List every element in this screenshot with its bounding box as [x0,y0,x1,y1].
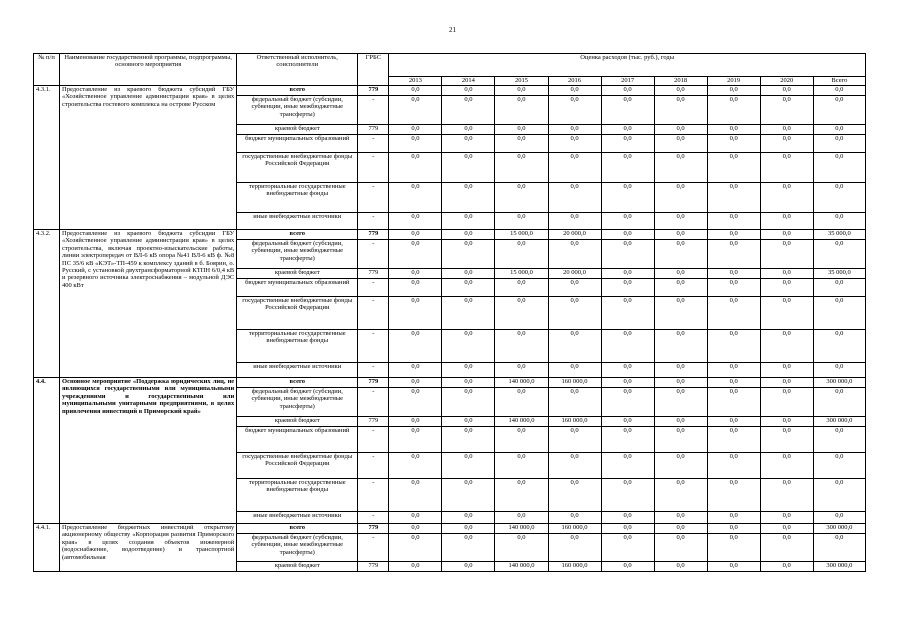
value-cell: 300 000,0 [813,524,865,534]
value-cell: 0,0 [548,96,601,125]
value-cell: 0,0 [813,86,865,96]
value-cell: 0,0 [495,388,548,417]
value-cell: 0,0 [654,453,707,479]
funding-source-cell: краевой бюджет [237,269,358,279]
grbs-cell: - [358,427,389,453]
value-cell: 0,0 [442,524,495,534]
value-cell: 140 000,0 [495,378,548,388]
value-cell: 0,0 [813,153,865,183]
value-cell: 0,0 [442,135,495,153]
value-cell: 0,0 [654,388,707,417]
value-cell: 0,0 [601,562,654,572]
value-cell: 0,0 [442,153,495,183]
page-number: 21 [449,26,456,34]
value-cell: 0,0 [707,453,760,479]
value-cell: 0,0 [548,213,601,230]
value-cell: 0,0 [813,240,865,269]
funding-source-cell: государственные внебюджетные фонды Российской Федерации [237,153,358,183]
value-cell: 0,0 [654,512,707,524]
funding-source-cell: бюджет муниципальных образований [237,427,358,453]
grbs-cell: - [358,363,389,378]
item-code-cell: 4.3.2. [34,230,60,378]
value-cell: 0,0 [442,427,495,453]
value-cell: 0,0 [601,534,654,562]
value-cell: 0,0 [548,279,601,297]
value-cell: 160 000,0 [548,417,601,427]
grbs-cell: 779 [358,378,389,388]
value-cell: 35 000,0 [813,269,865,279]
value-cell: 0,0 [389,562,442,572]
value-cell: 0,0 [813,279,865,297]
value-cell: 0,0 [813,427,865,453]
item-code-cell: 4.3.1. [34,86,60,230]
value-cell: 0,0 [760,269,813,279]
value-cell: 0,0 [707,524,760,534]
value-cell: 0,0 [654,427,707,453]
value-cell: 0,0 [548,183,601,213]
value-cell: 0,0 [707,135,760,153]
value-cell: 140 000,0 [495,524,548,534]
header-name-cell: Наименование государственной программы, подпрограммы, основного мероприятия [60,54,237,86]
funding-source-cell: всего [237,378,358,388]
header-year-cell: 2020 [760,77,813,86]
value-cell: 0,0 [707,240,760,269]
value-cell: 0,0 [601,153,654,183]
grbs-cell: - [358,96,389,125]
value-cell: 0,0 [707,330,760,363]
budget-table [33,53,866,572]
value-cell: 0,0 [760,135,813,153]
funding-source-cell: территориальные государственные внебюджетные фонды [237,479,358,512]
value-cell: 0,0 [654,378,707,388]
value-cell: 0,0 [813,479,865,512]
header-year-cell: 2018 [654,77,707,86]
item-description-cell: Основное мероприятие «Поддержка юридических лиц, не являющихся государственными или муниципальными учреждениями и государственными или муниципальными унитарными предприятиями, в целях привлечения инвестиций в Приморский край» [60,378,237,524]
value-cell: 0,0 [760,183,813,213]
value-cell: 0,0 [707,417,760,427]
value-cell: 0,0 [389,363,442,378]
value-cell: 0,0 [389,534,442,562]
value-cell: 0,0 [442,417,495,427]
value-cell: 0,0 [495,363,548,378]
value-cell: 0,0 [389,297,442,330]
funding-source-cell: всего [237,86,358,96]
grbs-cell: - [358,453,389,479]
value-cell: 20 000,0 [548,230,601,240]
value-cell: 0,0 [389,378,442,388]
value-cell: 0,0 [601,230,654,240]
value-cell: 0,0 [601,135,654,153]
value-cell: 0,0 [601,363,654,378]
funding-source-cell: всего [237,230,358,240]
value-cell: 0,0 [442,213,495,230]
value-cell: 0,0 [654,562,707,572]
value-cell: 0,0 [601,417,654,427]
value-cell: 0,0 [442,240,495,269]
value-cell: 0,0 [495,183,548,213]
grbs-cell: - [358,153,389,183]
value-cell: 0,0 [601,297,654,330]
value-cell: 0,0 [813,297,865,330]
header-year-cell: 2017 [601,77,654,86]
value-cell: 0,0 [389,125,442,135]
value-cell: 0,0 [389,240,442,269]
value-cell: 0,0 [813,135,865,153]
header-row [34,54,866,77]
value-cell: 0,0 [760,479,813,512]
value-cell: 0,0 [442,534,495,562]
grbs-cell: 779 [358,417,389,427]
value-cell: 0,0 [813,125,865,135]
funding-source-cell: федеральный бюджет (субсидии, субвенции, иные межбюджетные трансферты) [237,534,358,562]
value-cell: 0,0 [760,363,813,378]
grbs-cell: - [358,183,389,213]
value-cell: 0,0 [389,183,442,213]
grbs-cell: - [358,534,389,562]
value-cell: 0,0 [760,96,813,125]
funding-source-cell: государственные внебюджетные фонды Российской Федерации [237,297,358,330]
value-cell: 0,0 [389,213,442,230]
table-row [34,378,866,388]
funding-source-cell: краевой бюджет [237,125,358,135]
value-cell: 0,0 [389,427,442,453]
value-cell: 0,0 [495,297,548,330]
value-cell: 0,0 [760,330,813,363]
funding-source-cell: территориальные государственные внебюджетные фонды [237,183,358,213]
grbs-cell: - [358,240,389,269]
value-cell: 0,0 [654,363,707,378]
funding-source-cell: федеральный бюджет (субсидии, субвенции, иные межбюджетные трансферты) [237,240,358,269]
value-cell: 0,0 [760,453,813,479]
value-cell: 0,0 [601,479,654,512]
value-cell: 0,0 [760,427,813,453]
value-cell: 0,0 [389,230,442,240]
value-cell: 0,0 [389,330,442,363]
header-num-cell: № п/п [34,54,60,86]
value-cell: 0,0 [548,86,601,96]
value-cell: 0,0 [760,153,813,183]
value-cell: 0,0 [389,388,442,417]
grbs-cell: 779 [358,86,389,96]
value-cell: 0,0 [495,427,548,453]
value-cell: 0,0 [601,512,654,524]
value-cell: 0,0 [760,512,813,524]
value-cell: 0,0 [548,135,601,153]
value-cell: 0,0 [654,269,707,279]
table-row [34,524,866,534]
item-description-cell: Предоставление из краевого бюджета субсидии ГБУ «Хозяйственное управление администрации края» в целях строительства, включая проектно-изыскательские работы, линии электропередач от ВЛ-6 кВ опора №41 ВЛ-6 кВ ф. №8 ПС 35/6 кВ «КЭТ»-ТП-459 к комплексу зданий в б. Боярин, о. Русский, с установкой двухтрансформаторной КТПН 6/0,4 кВ и резервного источника электроснабжения – модульной ДЭС 400 кВт [60,230,237,378]
value-cell: 160 000,0 [548,524,601,534]
value-cell: 0,0 [813,96,865,125]
value-cell: 0,0 [601,96,654,125]
value-cell: 0,0 [495,135,548,153]
value-cell: 0,0 [707,534,760,562]
value-cell: 0,0 [389,512,442,524]
value-cell: 0,0 [495,86,548,96]
value-cell: 300 000,0 [813,417,865,427]
header-year-cell: 2016 [548,77,601,86]
funding-source-cell: федеральный бюджет (субсидии, субвенции, иные межбюджетные трансферты) [237,96,358,125]
value-cell: 0,0 [601,427,654,453]
value-cell: 0,0 [442,125,495,135]
value-cell: 0,0 [654,96,707,125]
value-cell: 0,0 [601,453,654,479]
grbs-cell: - [358,512,389,524]
value-cell: 0,0 [760,378,813,388]
funding-source-cell: всего [237,524,358,534]
value-cell: 0,0 [707,269,760,279]
value-cell: 0,0 [389,135,442,153]
value-cell: 0,0 [654,230,707,240]
value-cell: 0,0 [760,86,813,96]
value-cell: 0,0 [548,363,601,378]
value-cell: 0,0 [495,534,548,562]
value-cell: 0,0 [654,279,707,297]
value-cell: 0,0 [548,297,601,330]
value-cell: 0,0 [813,534,865,562]
value-cell: 0,0 [707,427,760,453]
value-cell: 0,0 [601,388,654,417]
value-cell: 140 000,0 [495,417,548,427]
value-cell: 0,0 [495,125,548,135]
value-cell: 0,0 [442,279,495,297]
header-year-cell: 2014 [442,77,495,86]
value-cell: 0,0 [442,269,495,279]
value-cell: 0,0 [389,417,442,427]
value-cell: 0,0 [707,86,760,96]
value-cell: 0,0 [654,524,707,534]
funding-source-cell: территориальные государственные внебюджетные фонды [237,330,358,363]
value-cell: 140 000,0 [495,562,548,572]
table-row [34,230,866,240]
value-cell: 0,0 [654,153,707,183]
grbs-cell: 779 [358,524,389,534]
table-row [34,86,866,96]
value-cell: 0,0 [548,479,601,512]
grbs-cell: 779 [358,125,389,135]
value-cell: 0,0 [760,230,813,240]
value-cell: 0,0 [601,240,654,269]
value-cell: 0,0 [442,363,495,378]
value-cell: 0,0 [601,279,654,297]
value-cell: 0,0 [654,240,707,269]
value-cell: 0,0 [548,153,601,183]
grbs-cell: - [358,135,389,153]
value-cell: 0,0 [760,388,813,417]
value-cell: 0,0 [495,240,548,269]
value-cell: 0,0 [442,388,495,417]
value-cell: 0,0 [389,524,442,534]
grbs-cell: - [358,297,389,330]
value-cell: 0,0 [442,183,495,213]
value-cell: 0,0 [654,479,707,512]
item-code-cell: 4.4.1. [34,524,60,572]
value-cell: 0,0 [760,240,813,269]
funding-source-cell: краевой бюджет [237,562,358,572]
value-cell: 0,0 [654,135,707,153]
value-cell: 0,0 [601,213,654,230]
value-cell: 0,0 [442,86,495,96]
funding-source-cell: федеральный бюджет (субсидии, субвенции, иные межбюджетные трансферты) [237,388,358,417]
header-year-cell: Всего [813,77,865,86]
header-grbs-cell: ГРБС [358,54,389,86]
value-cell: 0,0 [548,330,601,363]
value-cell: 300 000,0 [813,562,865,572]
value-cell: 0,0 [548,427,601,453]
item-description-cell: Предоставление бюджетных инвестиций открытому акционерному обществу «Корпорация развития Приморского края» в целях создания объектов инженерной (водоснабжение, водоотведение) и транспортной (автомобильная [60,524,237,572]
value-cell: 0,0 [813,388,865,417]
value-cell: 0,0 [707,153,760,183]
value-cell: 0,0 [548,388,601,417]
header-year-cell: 2013 [389,77,442,86]
grbs-cell: - [358,479,389,512]
value-cell: 0,0 [442,453,495,479]
value-cell: 0,0 [548,240,601,269]
value-cell: 0,0 [601,524,654,534]
value-cell: 0,0 [707,378,760,388]
value-cell: 0,0 [495,479,548,512]
value-cell: 0,0 [813,363,865,378]
value-cell: 160 000,0 [548,562,601,572]
funding-source-cell: иные внебюджетные источники [237,512,358,524]
value-cell: 0,0 [548,534,601,562]
value-cell: 160 000,0 [548,378,601,388]
value-cell: 0,0 [707,363,760,378]
value-cell: 0,0 [654,86,707,96]
funding-source-cell: краевой бюджет [237,417,358,427]
value-cell: 0,0 [601,183,654,213]
value-cell: 0,0 [654,125,707,135]
header-exec-cell: Ответственный исполнитель, соисполнители [237,54,358,86]
header-estimate-cell: Оценка расходов (тыс. руб.), годы [389,54,866,77]
funding-source-cell: иные внебюджетные источники [237,363,358,378]
value-cell: 0,0 [707,388,760,417]
value-cell: 0,0 [389,479,442,512]
value-cell: 0,0 [601,86,654,96]
header-year-cell: 2019 [707,77,760,86]
value-cell: 0,0 [707,183,760,213]
funding-source-cell: государственные внебюджетные фонды Российской Федерации [237,453,358,479]
value-cell: 0,0 [707,96,760,125]
value-cell: 0,0 [495,153,548,183]
value-cell: 0,0 [707,125,760,135]
value-cell: 0,0 [389,453,442,479]
grbs-cell: 779 [358,230,389,240]
value-cell: 0,0 [442,297,495,330]
value-cell: 0,0 [707,512,760,524]
value-cell: 0,0 [707,479,760,512]
value-cell: 0,0 [707,297,760,330]
value-cell: 0,0 [813,183,865,213]
grbs-cell: - [358,330,389,363]
value-cell: 0,0 [654,330,707,363]
value-cell: 0,0 [495,453,548,479]
value-cell: 0,0 [442,512,495,524]
value-cell: 300 000,0 [813,378,865,388]
value-cell: 0,0 [601,330,654,363]
value-cell: 0,0 [707,562,760,572]
value-cell: 15 000,0 [495,269,548,279]
item-code-cell: 4.4. [34,378,60,524]
grbs-cell: 779 [358,269,389,279]
value-cell: 0,0 [707,279,760,297]
grbs-cell: 779 [358,562,389,572]
grbs-cell: - [358,388,389,417]
value-cell: 0,0 [813,213,865,230]
value-cell: 0,0 [495,213,548,230]
header-year-cell: 2015 [495,77,548,86]
value-cell: 20 000,0 [548,269,601,279]
value-cell: 0,0 [389,279,442,297]
value-cell: 0,0 [654,183,707,213]
funding-source-cell: бюджет муниципальных образований [237,135,358,153]
value-cell: 0,0 [601,125,654,135]
value-cell: 0,0 [707,230,760,240]
value-cell: 0,0 [601,378,654,388]
value-cell: 0,0 [495,279,548,297]
value-cell: 0,0 [442,479,495,512]
value-cell: 0,0 [654,534,707,562]
value-cell: 0,0 [760,279,813,297]
value-cell: 0,0 [654,417,707,427]
value-cell: 0,0 [389,86,442,96]
value-cell: 35 000,0 [813,230,865,240]
value-cell: 0,0 [442,378,495,388]
value-cell: 0,0 [707,213,760,230]
value-cell: 0,0 [548,453,601,479]
value-cell: 0,0 [601,269,654,279]
value-cell: 0,0 [760,417,813,427]
item-description-cell: Предоставление из краевого бюджета субсидий ГБУ «Хозяйственное управление администрации края» в целях строительства гостевого комплекса на острове Русском [60,86,237,230]
value-cell: 0,0 [760,297,813,330]
value-cell: 0,0 [548,512,601,524]
value-cell: 0,0 [495,512,548,524]
value-cell: 0,0 [442,330,495,363]
value-cell: 0,0 [760,534,813,562]
value-cell: 0,0 [760,213,813,230]
funding-source-cell: бюджет муниципальных образований [237,279,358,297]
value-cell: 0,0 [548,125,601,135]
value-cell: 0,0 [760,524,813,534]
value-cell: 0,0 [442,96,495,125]
value-cell: 0,0 [654,213,707,230]
value-cell: 0,0 [813,330,865,363]
value-cell: 0,0 [813,453,865,479]
value-cell: 0,0 [389,269,442,279]
value-cell: 0,0 [495,96,548,125]
value-cell: 15 000,0 [495,230,548,240]
grbs-cell: - [358,213,389,230]
value-cell: 0,0 [442,230,495,240]
value-cell: 0,0 [760,125,813,135]
value-cell: 0,0 [389,153,442,183]
funding-source-cell: иные внебюджетные источники [237,213,358,230]
value-cell: 0,0 [654,297,707,330]
grbs-cell: - [358,279,389,297]
value-cell: 0,0 [389,96,442,125]
value-cell: 0,0 [442,562,495,572]
value-cell: 0,0 [495,330,548,363]
value-cell: 0,0 [813,512,865,524]
value-cell: 0,0 [760,562,813,572]
